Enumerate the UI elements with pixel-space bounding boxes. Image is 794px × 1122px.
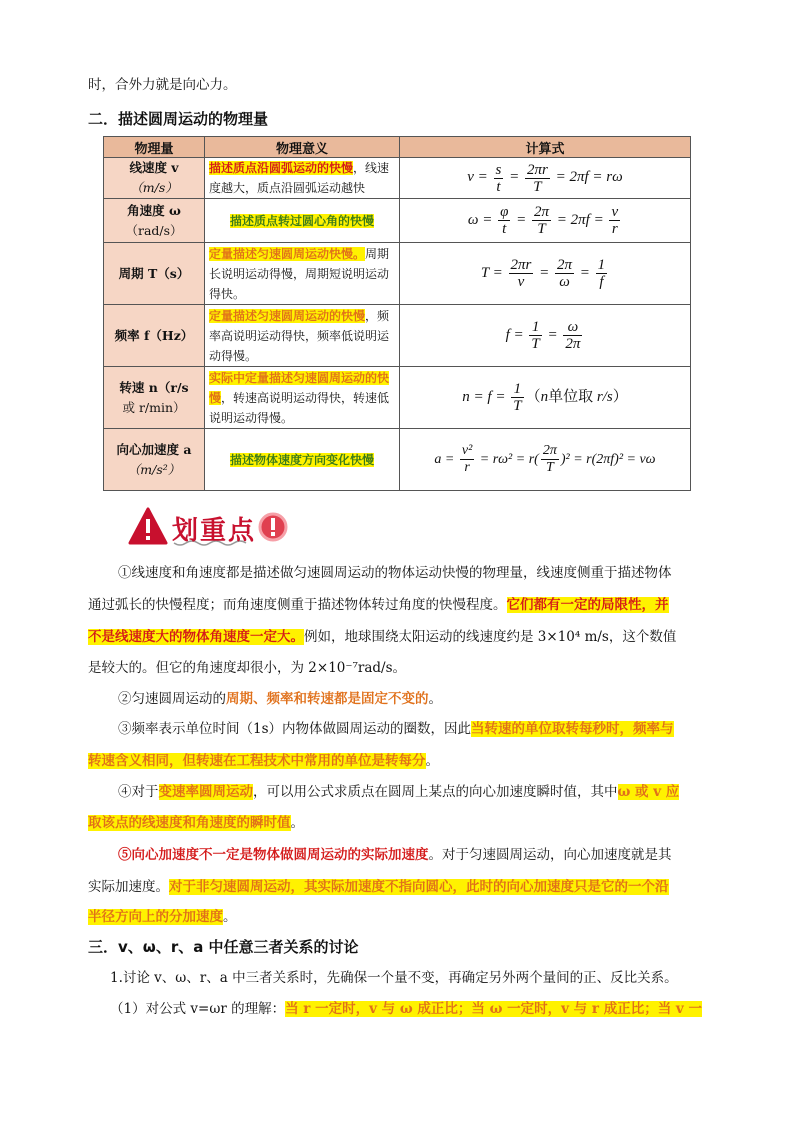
header-formula: 计算式 [400, 137, 691, 158]
table-row [104, 199, 691, 243]
quantity-name: 周期 T（s） [118, 265, 190, 281]
note-4-line-2: 取该点的线速度和角速度的瞬时值。 [88, 815, 304, 831]
meaning-highlight: 定量描述匀速圆周运动的快慢 [209, 308, 366, 323]
meaning-rest: ，线速度越大，质点沿圆弧运动越快 [209, 161, 390, 195]
note-3-line-1: ③频率表示单位时间（1s）内物体做圆周运动的圈数，因此当转速的单位取转每秒时，频率与 [118, 721, 674, 737]
table-header-row [104, 137, 691, 158]
meaning-cell [205, 243, 400, 305]
quantity-cell [104, 429, 205, 491]
note-3-line-2: 转速含义相同，但转速在工程技术中常用的单位是转每分。 [88, 753, 439, 769]
meaning-cell [205, 158, 400, 199]
formula-cell [400, 199, 691, 243]
formula-frequency: f = $\frac{1}{T}$ = $\frac{\omega}{2\pi}$ [505, 319, 581, 352]
formula-linear-velocity: v = $\frac{s}{t}$ = $\frac{2\pi r}{T}$ = 2πf = rω [467, 161, 623, 195]
formula-cell [400, 305, 691, 367]
quantity-unit: 或 r/min） [122, 399, 186, 415]
quantity-cell [104, 199, 205, 243]
meaning-rest: 周期长说明运动得慢，周期短说明运动得快。 [209, 246, 390, 301]
quantity-unit: （rad/s） [125, 222, 183, 238]
quantity-name: 频率 f（Hz） [114, 327, 194, 343]
quantity-cell [104, 243, 205, 305]
note-5-line-1: ⑤向心加速度不一定是物体做圆周运动的实际加速度。对于匀速圆周运动，向心加速度就是其 [118, 847, 672, 863]
formula-cell [400, 367, 691, 429]
meaning-highlight: 描述质点转过圆心角的快慢 [229, 213, 374, 228]
table-row [104, 158, 691, 199]
physics-quantities-table [103, 136, 691, 491]
table-row [104, 305, 691, 367]
quantity-cell [104, 158, 205, 199]
meaning-cell [205, 305, 400, 367]
header-quantity: 物理量 [104, 137, 205, 158]
note-2: ②匀速圆周运动的周期、频率和转速都是固定不变的。 [118, 691, 442, 707]
section2-title: 二．描述圆周运动的物理量 [88, 110, 269, 128]
formula-angular-velocity: ω = $\frac{\varphi}{t}$ = $\frac{2\pi}{T}$ = 2πf = $\frac{v}{r}$ [467, 204, 619, 237]
section3-title: 三．v、ω、r、a 中任意三者关系的讨论 [88, 938, 359, 956]
note-1-line-2: 通过弧长的快慢程度；而角速度侧重于描述物体转过角度的快慢程度。它们都有一定的局限性，并 [88, 597, 669, 613]
table-row [104, 429, 691, 491]
quantity-unit: （m/s） [130, 180, 178, 195]
meaning-cell [205, 199, 400, 243]
meaning-highlight: 描述物体速度方向变化快慢 [229, 452, 374, 467]
key-point-badge [128, 505, 298, 549]
meaning-rest: ，频率高说明运动得快，频率低说明运动得慢。 [209, 308, 390, 363]
meaning-highlight: 定量描述匀速圆周运动快慢。 [209, 246, 366, 261]
quantity-name: 角速度 ω [127, 202, 181, 218]
meaning-highlight: 描述质点沿圆弧运动的快慢 [209, 161, 354, 175]
quantity-unit: （m/s²） [127, 461, 181, 477]
formula-cell [400, 158, 691, 199]
note-5-line-2: 实际加速度。对于非匀速圆周运动，其实际加速度不指向圆心，此时的向心加速度只是它的一个沿 [88, 879, 669, 895]
intro-line: 时，合外力就是向心力。 [88, 77, 237, 93]
quantity-cell [104, 305, 205, 367]
note-1-line-3: 不是线速度大的物体角速度一定大。例如，地球围绕太阳运动的线速度约是 3×10⁴ m/s，这个数值 [88, 629, 677, 645]
quantity-cell [104, 367, 205, 429]
meaning-cell [205, 367, 400, 429]
section3-paragraph-1: 1.讨论 v、ω、r、a 中三者关系时，先确保一个量不变，再确定另外两个量间的正、反比关系。 [110, 970, 678, 986]
formula-cell [400, 243, 691, 305]
quantity-name: 线速度 v [129, 160, 179, 175]
quantity-name: 转速 n（r/s [119, 379, 189, 395]
table-row [104, 367, 691, 429]
meaning-rest: ，转速高说明运动得快，转速低说明运动得慢。 [209, 390, 390, 425]
section3-paragraph-2: （1）对公式 v=ωr 的理解：当 r 一定时，v 与 ω 成正比；当 ω 一定时，v 与 r 成正比；当 v 一 [110, 1001, 702, 1017]
formula-cell [400, 429, 691, 491]
quantity-name: 向心加速度 a [116, 441, 192, 457]
formula-rotation-speed: n = f = $\frac{1}{T}$ （n单位取 r/s） [462, 381, 628, 414]
formula-period: T = $\frac{2\pi r}{v}$ = $\frac{2\pi}{\omega}$ = $\frac{1}{f}$ [480, 257, 606, 290]
key-point-title: 划重点 [172, 516, 257, 546]
formula-centripetal-acceleration: a = $\frac{\text{v²}}{r}$ = rω² = r( $\frac{2\pi}{T}$ )² = r(2πf)² = vω [434, 443, 656, 475]
note-5-line-3: 半径方向上的分加速度。 [88, 909, 237, 925]
note-1-line-4: 是较大的。但它的角速度却很小，为 2×10⁻⁷rad/s。 [88, 660, 407, 676]
table-row [104, 243, 691, 305]
note-1-line-1: ①线速度和角速度都是描述做匀速圆周运动的物体运动快慢的物理量，线速度侧重于描述物体 [118, 565, 672, 581]
header-meaning: 物理意义 [205, 137, 400, 158]
meaning-cell [205, 429, 400, 491]
note-4-line-1: ④对于变速率圆周运动，可以用公式求质点在圆周上某点的向心加速度瞬时值，其中ω 或 v 应 [118, 784, 680, 800]
meaning-highlight: 实际中定量描述匀速圆周运动的快慢 [209, 370, 390, 405]
